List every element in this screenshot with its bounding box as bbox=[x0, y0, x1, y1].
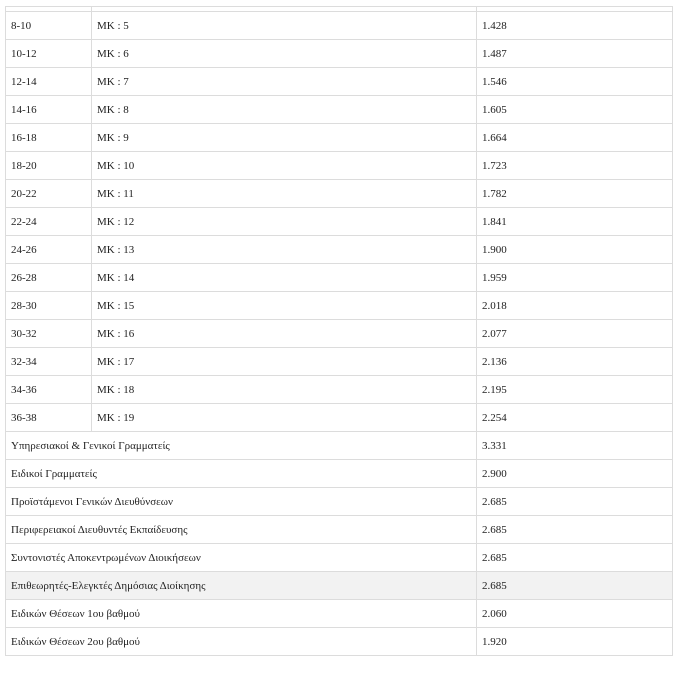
amount-cell: 2.685 bbox=[477, 544, 673, 572]
table-row bbox=[6, 68, 673, 96]
years-cell: 16-18 bbox=[6, 124, 92, 152]
grade-cell: ΜΚ : 17 bbox=[92, 348, 477, 376]
table-row bbox=[6, 12, 673, 40]
salary-table bbox=[5, 6, 673, 656]
grade-cell: ΜΚ : 11 bbox=[92, 180, 477, 208]
position-cell: Συντονιστές Αποκεντρωμένων Διοικήσεων bbox=[6, 544, 477, 572]
table-row bbox=[6, 600, 673, 628]
amount-cell: 2.685 bbox=[477, 488, 673, 516]
table-row bbox=[6, 264, 673, 292]
amount-cell: 2.195 bbox=[477, 376, 673, 404]
years-cell: 10-12 bbox=[6, 40, 92, 68]
grade-cell: ΜΚ : 16 bbox=[92, 320, 477, 348]
amount-cell: 2.685 bbox=[477, 516, 673, 544]
amount-cell: 1.664 bbox=[477, 124, 673, 152]
table-row bbox=[6, 544, 673, 572]
grade-cell: ΜΚ : 14 bbox=[92, 264, 477, 292]
grade-cell: ΜΚ : 12 bbox=[92, 208, 477, 236]
amount-cell: 1.428 bbox=[477, 12, 673, 40]
amount-cell: 2.900 bbox=[477, 460, 673, 488]
table-row bbox=[6, 180, 673, 208]
amount-cell: 2.136 bbox=[477, 348, 673, 376]
table-row bbox=[6, 152, 673, 180]
table-row bbox=[6, 40, 673, 68]
table-row bbox=[6, 208, 673, 236]
amount-cell: 3.331 bbox=[477, 432, 673, 460]
years-cell: 20-22 bbox=[6, 180, 92, 208]
table-row bbox=[6, 516, 673, 544]
years-cell: 28-30 bbox=[6, 292, 92, 320]
amount-cell: 1.900 bbox=[477, 236, 673, 264]
amount-cell: 2.685 bbox=[477, 572, 673, 600]
years-cell: 32-34 bbox=[6, 348, 92, 376]
grade-cell: ΜΚ : 7 bbox=[92, 68, 477, 96]
amount-cell: 2.254 bbox=[477, 404, 673, 432]
grade-cell: ΜΚ : 8 bbox=[92, 96, 477, 124]
table-row bbox=[6, 320, 673, 348]
amount-cell: 2.018 bbox=[477, 292, 673, 320]
amount-cell: 2.060 bbox=[477, 600, 673, 628]
years-cell: 36-38 bbox=[6, 404, 92, 432]
position-cell: Ειδικοί Γραμματείς bbox=[6, 460, 477, 488]
position-cell: Υπηρεσιακοί & Γενικοί Γραμματείς bbox=[6, 432, 477, 460]
table-row bbox=[6, 404, 673, 432]
years-cell: 12-14 bbox=[6, 68, 92, 96]
position-cell: Ειδικών Θέσεων 2ου βαθμού bbox=[6, 628, 477, 656]
table-row bbox=[6, 432, 673, 460]
table-row bbox=[6, 628, 673, 656]
amount-cell: 1.920 bbox=[477, 628, 673, 656]
amount-cell: 1.959 bbox=[477, 264, 673, 292]
table-row bbox=[6, 488, 673, 516]
grade-cell: ΜΚ : 10 bbox=[92, 152, 477, 180]
amount-cell: 1.782 bbox=[477, 180, 673, 208]
amount-cell: 2.077 bbox=[477, 320, 673, 348]
table-row-hovered bbox=[6, 572, 673, 600]
table-row bbox=[6, 124, 673, 152]
years-cell: 26-28 bbox=[6, 264, 92, 292]
amount-cell: 1.723 bbox=[477, 152, 673, 180]
grade-cell: ΜΚ : 19 bbox=[92, 404, 477, 432]
grade-cell: ΜΚ : 5 bbox=[92, 12, 477, 40]
years-cell: 30-32 bbox=[6, 320, 92, 348]
position-cell: Περιφερειακοί Διευθυντές Εκπαίδευσης bbox=[6, 516, 477, 544]
table-row bbox=[6, 236, 673, 264]
amount-cell: 1.841 bbox=[477, 208, 673, 236]
years-cell: 18-20 bbox=[6, 152, 92, 180]
amount-cell: 1.605 bbox=[477, 96, 673, 124]
years-cell: 14-16 bbox=[6, 96, 92, 124]
grade-cell: ΜΚ : 6 bbox=[92, 40, 477, 68]
years-cell: 8-10 bbox=[6, 12, 92, 40]
table-row bbox=[6, 460, 673, 488]
amount-cell: 1.487 bbox=[477, 40, 673, 68]
years-cell: 22-24 bbox=[6, 208, 92, 236]
years-cell: 24-26 bbox=[6, 236, 92, 264]
table-row bbox=[6, 376, 673, 404]
grade-cell: ΜΚ : 13 bbox=[92, 236, 477, 264]
table-row bbox=[6, 348, 673, 376]
table-row bbox=[6, 96, 673, 124]
position-cell: Προϊστάμενοι Γενικών Διευθύνσεων bbox=[6, 488, 477, 516]
grade-cell: ΜΚ : 15 bbox=[92, 292, 477, 320]
salary-table-body bbox=[6, 7, 673, 656]
grade-cell: ΜΚ : 18 bbox=[92, 376, 477, 404]
grade-cell: ΜΚ : 9 bbox=[92, 124, 477, 152]
position-cell: Επιθεωρητές-Ελεγκτές Δημόσιας Διοίκησης bbox=[6, 572, 477, 600]
years-cell: 34-36 bbox=[6, 376, 92, 404]
position-cell: Ειδικών Θέσεων 1ου βαθμού bbox=[6, 600, 477, 628]
amount-cell: 1.546 bbox=[477, 68, 673, 96]
table-row bbox=[6, 292, 673, 320]
